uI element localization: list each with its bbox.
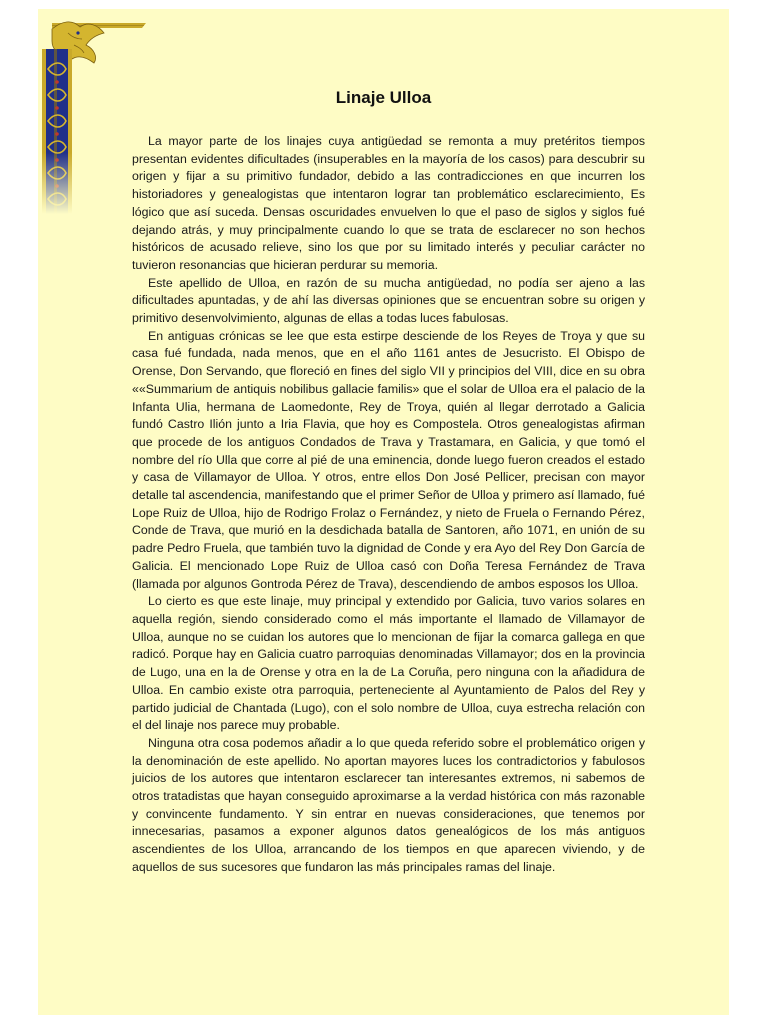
document-title: Linaje Ulloa [335,88,432,107]
paragraph: En antiguas crónicas se lee que esta estirpe desciende de los Reyes de Troya y que su casa fué fundada, nada menos, que en el año 1161 antes de Jesucristo. El Obispo de Orense, Don Servando, que floreció en fines del siglo VII y principios del VIII, dice en su obra ««Summarium de antiquis nobilibus gallacie familis» que el solar de Ulloa era el palacio de la Infanta Ulia, hermana de Laomedonte, Rey de Troya, quién al llegar derrotado a Galicia fundó Castro Ilión junto a Iria Flavia, que hoy es Compostela. Otros genealogistas afirman que procede de los antiguos Condados de Trava y Trastamara, en Galicia, y que tomó el nombre del río Ulla que corre al pié de una eminencia, donde luego fueron creados el estado y casa de Villamayor de Ulloa. Y otros, entre ellos Don José Pellicer, precisan con mayor detalle tal ascendencia, manifestando que el primer Señor de Ulloa y primero así llamado, fué Lope Ruiz de Ulloa, hijo de Rodrigo Frolaz o Fernández, y nieto de Fruela o Fernando Pérez, Conde de Trava, que murió en la desdichada batalla de Santoren, año 1071, en unión de su padre Pedro Fruela, que también tuvo la dignidad de Conde y era Ayo del Rey Don García de Galicia. El mencionado Lope Ruiz de Ulloa casó con Doña Teresa Fernández de Trava (llamada por algunos Gontroda Pérez de Trava), descendiendo de ambos esposos los Ulloa. [132,328,645,591]
paragraph: La mayor parte de los linajes cuya antigüedad se remonta a muy pretéritos tiempos presentan evidentes dificultades (insuperables en la mayoría de los casos) para descubrir su origen y fijar a su primitivo fundador, debido a las contradicciones en que incurren los historiadores y genealogistas que intentaron lograr tan problemático esclarecimiento, Es lógico que así suceda. Densas oscuridades envuelven lo que el paso de siglos y siglos fué dejando atrás, y muy principalmente cuando lo que se trata de esclarecer no son hechos históricos de acusado relieve, sino los que por su limitado interés y peculiar carácter no tuvieron resonancias que hicieran perdurar su memoria. [132,134,645,272]
document-body [132,133,645,877]
paragraph: Ninguna otra cosa podemos añadir a lo que queda referido sobre el problemático origen y la denominación de este apellido. No aportan mayores luces los contradictorios y fabulosos juicios de los autores que intentaron esclarecer tan interesantes extremos, ni sabemos de otros tratadistas que hayan conseguido aproximarse a la verdad histórica con más razonable y convincente fundamento. Y sin entrar en nuevas consideraciones, que tenemos por innecesarias, pasamos a exponer algunos datos genealógicos de los más antiguos ascendientes de los Ulloa, arrancando de los tiempos en que aparecen viviendo, y de aquellos de sus sucesores que fundaron las más principales ramas del linaje. [132,735,645,874]
paragraph: Este apellido de Ulloa, en razón de su mucha antigüedad, no podía ser ajeno a las dificultades apuntadas, y de ahí las diversas opiniones que se encuentran sobre su origen y primitivo desenvolvimiento, algunas de ellas a todas luces fabulosas. [132,275,645,326]
paragraph: Lo cierto es que este linaje, muy principal y extendido por Galicia, tuvo varios solares en aquella región, siendo considerado como el más importante el llamado de Villamayor de Ulloa, aunque no se cuidan los autores que lo mencionan de fijar la comarca gallega en que radicó. Porque hay en Galicia cuatro parroquias denominadas Villamayor; dos en la provincia de Lugo, una en la de Orense y otra en la de La Coruña, pero ninguna con la añadidura de Ulloa. En cambio existe otra parroquia, perteneciente al Ayuntamiento de Palos del Rey y partido judicial de Chantada (Lugo), con el solo nombre de Ulloa, cuya estrecha relación con el del linaje nos parece muy probable. [132,594,645,733]
document-page [38,9,729,1015]
